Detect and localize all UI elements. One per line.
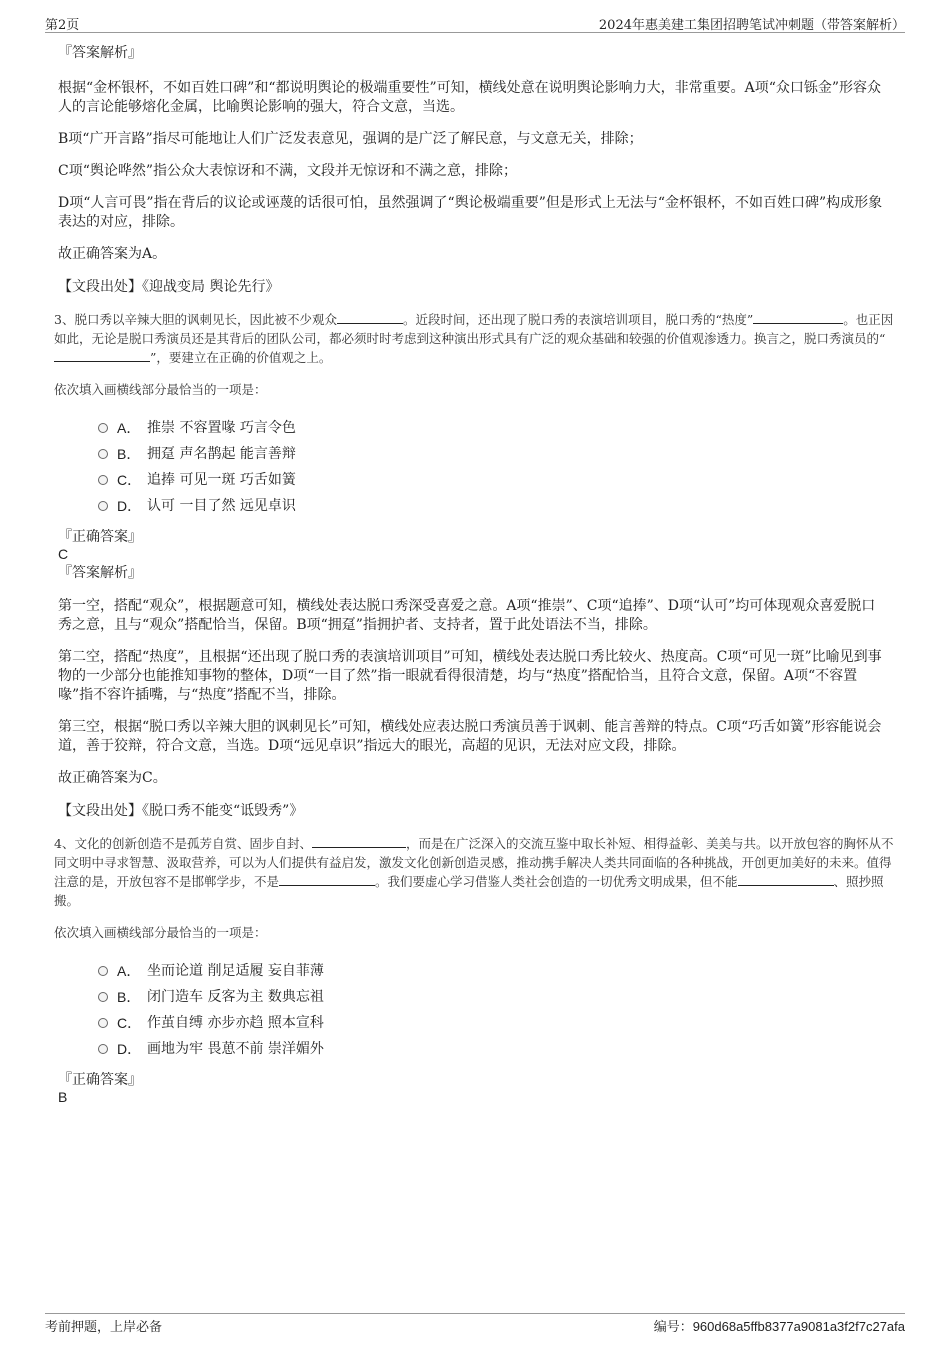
option-d[interactable]: D． 画地为牢 畏葸不前 崇洋媚外 [98,1036,888,1062]
analysis-conclusion: 故正确答案为A。 [58,246,167,262]
footer-slogan: 考前押题，上岸必备 [45,1320,163,1335]
option-a[interactable]: A． 坐而论道 削足适履 妄自菲薄 [98,958,888,984]
radio-icon[interactable] [98,449,108,459]
correct-answer-label: 『正确答案』 [58,528,142,544]
passage-source: 【文段出处】《迎战变局 舆论先行》 [58,279,280,295]
fill-blank [312,834,406,848]
fill-blank [753,310,843,324]
analysis-paragraph: C项“舆论哗然”指公众大表惊讶和不满，文段并无惊讶和不满之意，排除； [58,163,518,179]
question-instruction: 依次填入画横线部分最恰当的一项是： [54,925,267,940]
document-title: 2024年惠美建工集团招聘笔试冲刺题（带答案解析） [598,18,905,33]
option-d[interactable]: D． 认可 一目了然 远见卓识 [98,493,888,519]
analysis-paragraph: 第二空，搭配“热度”，且根据“还出现了脱口秀的表演培训项目”可知，横线处表达脱口秀比较火、热度高。C项“可见一斑”比喻见到事物的一少部分也能推知事物的整体，D项“一目了然”指一眼就看得很清楚，均与“热度”搭配恰当，且符合文意，保留。A项“不容置喙”指不容许插嘴，与“热度”搭配不当，排除。 [58,649,882,703]
correct-answer: C [58,546,69,562]
option-list [98,415,888,519]
radio-icon[interactable] [98,501,108,511]
passage-source: 【文段出处】《脱口秀不能变“诋毁秀”》 [58,803,304,819]
fill-blank [337,310,403,324]
option-b[interactable]: B． 拥趸 声名鹊起 能言善辩 [98,441,888,467]
radio-icon[interactable] [98,992,108,1002]
correct-answer-label: 『正确答案』 [58,1071,142,1087]
correct-answer: B [58,1089,68,1105]
document-body [54,44,894,1106]
fill-blank [54,348,150,362]
analysis-paragraph: 第一空，搭配“观众”，根据题意可知，横线处表达脱口秀深受喜爱之意。A项“推崇”、C项“追捧”、D项“认可”均可体现观众喜爱脱口秀之意，且与“观众”搭配恰当，保留。B项“拥趸”指拥护者、支持者，置于此处语法不当，排除。 [58,598,876,633]
question-stem: 3、脱口秀以辛辣大胆的讽刺见长，因此被不少观众 。近段时间，还出现了脱口秀的表演培训项目，脱口秀的“热度” 。也正因如此，无论是脱口秀演员还是其背后的团队公司，都必须时时考虑到这种演出形式具有广泛的观众基础和较强的价值观渗透力。换言之，脱口秀演员的“”，要建立在正确的价值观之上。 [54,312,894,365]
answer-analysis-label: 『答案解析』 [58,564,142,580]
radio-icon[interactable] [98,1044,108,1054]
analysis-paragraph: 第三空，根据“脱口秀以辛辣大胆的讽刺见长”可知，横线处应表达脱口秀演员善于讽刺、能言善辩的特点。C项“巧舌如簧”形容能说会道，善于狡辩，符合文意，当选。D项“远见卓识”指远大的眼光，高超的见识，无法对应文段，排除。 [58,719,882,754]
analysis-paragraph: B项“广开言路”指尽可能地让人们广泛发表意见，强调的是广泛了解民意，与文意无关，排除； [58,131,643,147]
page-header [45,14,905,33]
radio-icon[interactable] [98,475,108,485]
fill-blank [279,872,375,886]
option-b[interactable]: B． 闭门造车 反客为主 数典忘祖 [98,984,888,1010]
radio-icon[interactable] [98,1018,108,1028]
radio-icon[interactable] [98,966,108,976]
option-c[interactable]: C． 作茧自缚 亦步亦趋 照本宣科 [98,1010,888,1036]
fill-blank [738,872,834,886]
page-number: 第2页 [45,18,80,33]
question-stem: 4、文化的创新创造不是孤芳自赏、固步自封、 ，而是在广泛深入的交流互鉴中取长补短、相得益彰、美美与共。以开放包容的胸怀从不同文明中寻求智慧、汲取营养，可以为人们提供有益启发，激发文化创新创造灵感，推动携手解决人类共同面临的各种挑战，开创更加美好的未来。值得注意的是，开放包容不是邯郸学步，不是 。我们要虚心学习借鉴人类社会创造的一切优秀文明成果，但不能 、照抄照搬。 [54,836,894,908]
option-c[interactable]: C． 追捧 可见一斑 巧舌如簧 [98,467,888,493]
option-list [98,958,888,1062]
question-instruction: 依次填入画横线部分最恰当的一项是： [54,382,267,397]
analysis-paragraph: 根据“金杯银杯，不如百姓口碑”和“都说明舆论的极端重要性”可知，横线处意在说明舆论影响力大，非常重要。A项“众口铄金”形容众人的言论能够熔化金属，比喻舆论影响的强大，符合文意，当选。 [58,80,882,115]
analysis-paragraph: D项“人言可畏”指在背后的议论或诬蔑的话很可怕，虽然强调了“舆论极端重要”但是形式上无法与“金杯银杯，不如百姓口碑”构成形象表达的对应，排除。 [58,195,883,230]
page-footer [45,1313,905,1336]
answer-analysis-label: 『答案解析』 [58,45,142,61]
option-a[interactable]: A． 推崇 不容置喙 巧言令色 [98,415,888,441]
radio-icon[interactable] [98,423,108,433]
document-id: 编号：960d68a5ffb8377a9081a3f2f7c27afa [653,1319,905,1334]
analysis-conclusion: 故正确答案为C。 [58,770,167,786]
